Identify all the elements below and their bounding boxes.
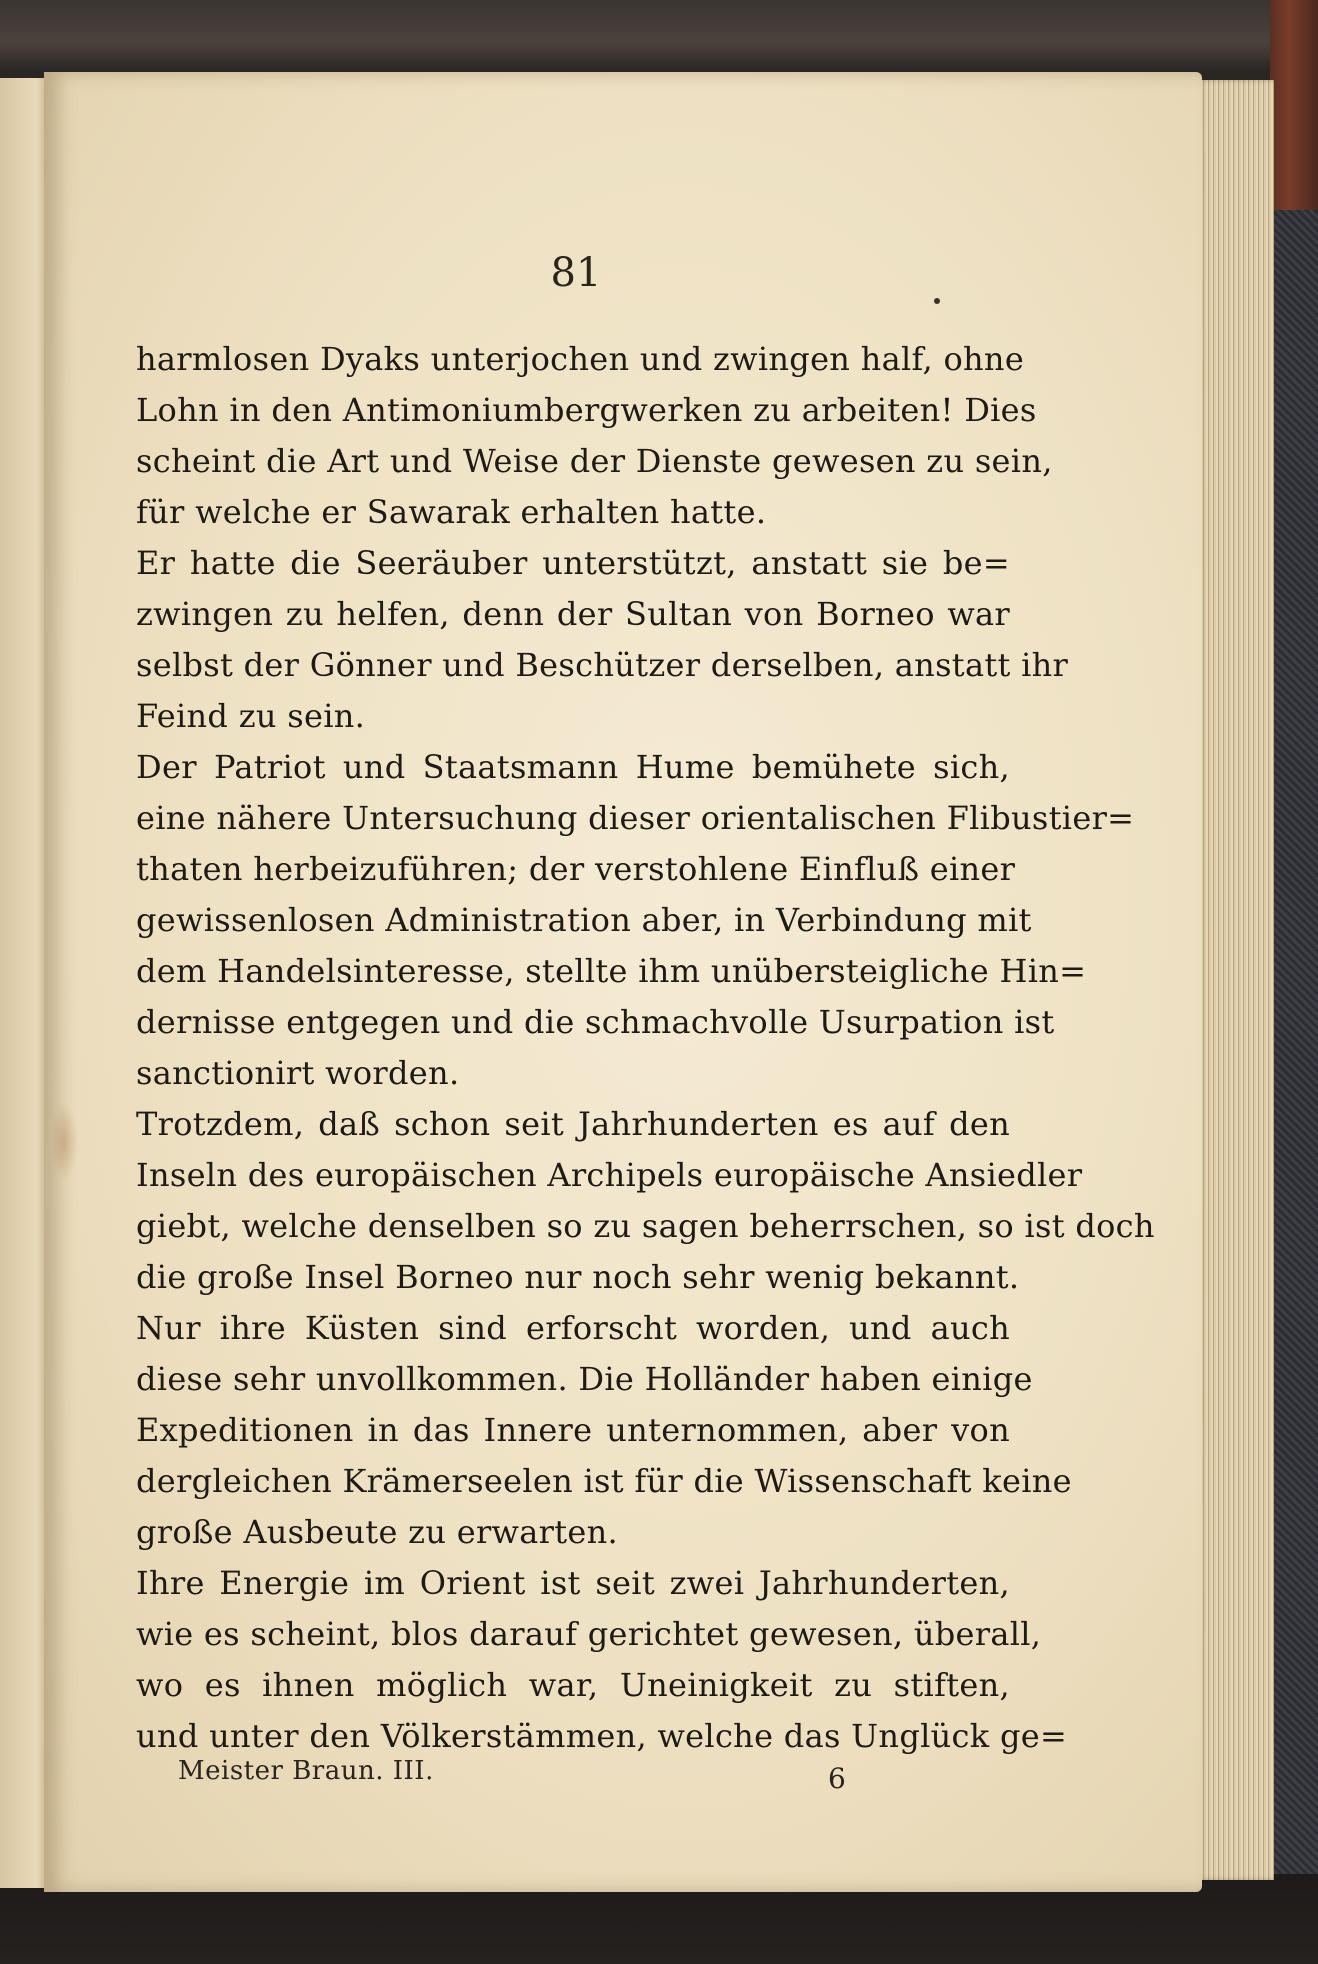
text-line: thaten herbeizuführen; der verstohlene Einfluß einer — [136, 850, 1016, 888]
text-line: sanctionirt worden. — [136, 1054, 460, 1092]
page-stain — [50, 1102, 78, 1182]
page-stack-edge — [1196, 80, 1274, 1880]
book-cover-top — [0, 0, 1318, 70]
text-line: dernisse entgegen und die schmachvolle Usurpation ist — [136, 1003, 1055, 1041]
text-line: Ihre Energie im Orient ist seit zwei Jahrhunderten, — [136, 1564, 1010, 1602]
text-line: für welche er Sawarak erhalten hatte. — [136, 493, 767, 531]
book-cover-board — [1274, 210, 1318, 1890]
text-line: Nur ihre Küsten sind erforscht worden, und auch — [136, 1309, 1010, 1347]
book-page — [44, 72, 1202, 1892]
text-line: eine nähere Untersuchung dieser orientalischen Flibustier= — [136, 799, 1135, 837]
text-line: Expeditionen in das Innere unternommen, aber von — [136, 1411, 1010, 1449]
text-line: dem Handelsinteresse, stellte ihm unübersteigliche Hin= — [136, 952, 1087, 990]
text-line: und unter den Völkerstämmen, welche das Unglück ge= — [136, 1717, 1068, 1755]
text-line: dergleichen Krämerseelen ist für die Wissenschaft keine — [136, 1462, 1072, 1500]
page-number: 81 — [550, 250, 602, 296]
text-line: diese sehr unvollkommen. Die Holländer haben einige — [136, 1360, 1033, 1398]
text-line: Der Patriot und Staatsmann Hume bemühete sich, — [136, 748, 1010, 786]
text-line: wo es ihnen möglich war, Uneinigkeit zu stiften, — [136, 1666, 1010, 1704]
text-line: Feind zu sein. — [136, 697, 366, 735]
sheet-number: 6 — [828, 1762, 846, 1795]
text-line: große Ausbeute zu erwarten. — [136, 1513, 618, 1551]
ink-dot — [934, 298, 940, 304]
text-line: wie es scheint, blos darauf gerichtet gewesen, überall, — [136, 1615, 1042, 1653]
text-line: Er hatte die Seeräuber unterstützt, anstatt sie be= — [136, 544, 1010, 582]
printer-signature: Meister Braun. III. — [178, 1756, 434, 1786]
text-line: Inseln des europäischen Archipels europäische Ansiedler — [136, 1156, 1083, 1194]
text-line: selbst der Gönner und Beschützer derselben, anstatt ihr — [136, 646, 1069, 684]
text-line: zwingen zu helfen, denn der Sultan von Borneo war — [136, 595, 1010, 633]
text-line: harmlosen Dyaks unterjochen und zwingen half, ohne — [136, 340, 1025, 378]
body-text — [136, 334, 1155, 1762]
text-line: giebt, welche denselben so zu sagen beherrschen, so ist doch — [136, 1207, 1155, 1245]
text-line: die große Insel Borneo nur noch sehr wenig bekannt. — [136, 1258, 1020, 1296]
text-line: scheint die Art und Weise der Dienste gewesen zu sein, — [136, 442, 1053, 480]
text-line: gewissenlosen Administration aber, in Verbindung mit — [136, 901, 1032, 939]
text-line: Lohn in den Antimoniumbergwerken zu arbeiten! Dies — [136, 391, 1037, 429]
text-line: Trotzdem, daß schon seit Jahrhunderten es auf den — [136, 1105, 1010, 1143]
